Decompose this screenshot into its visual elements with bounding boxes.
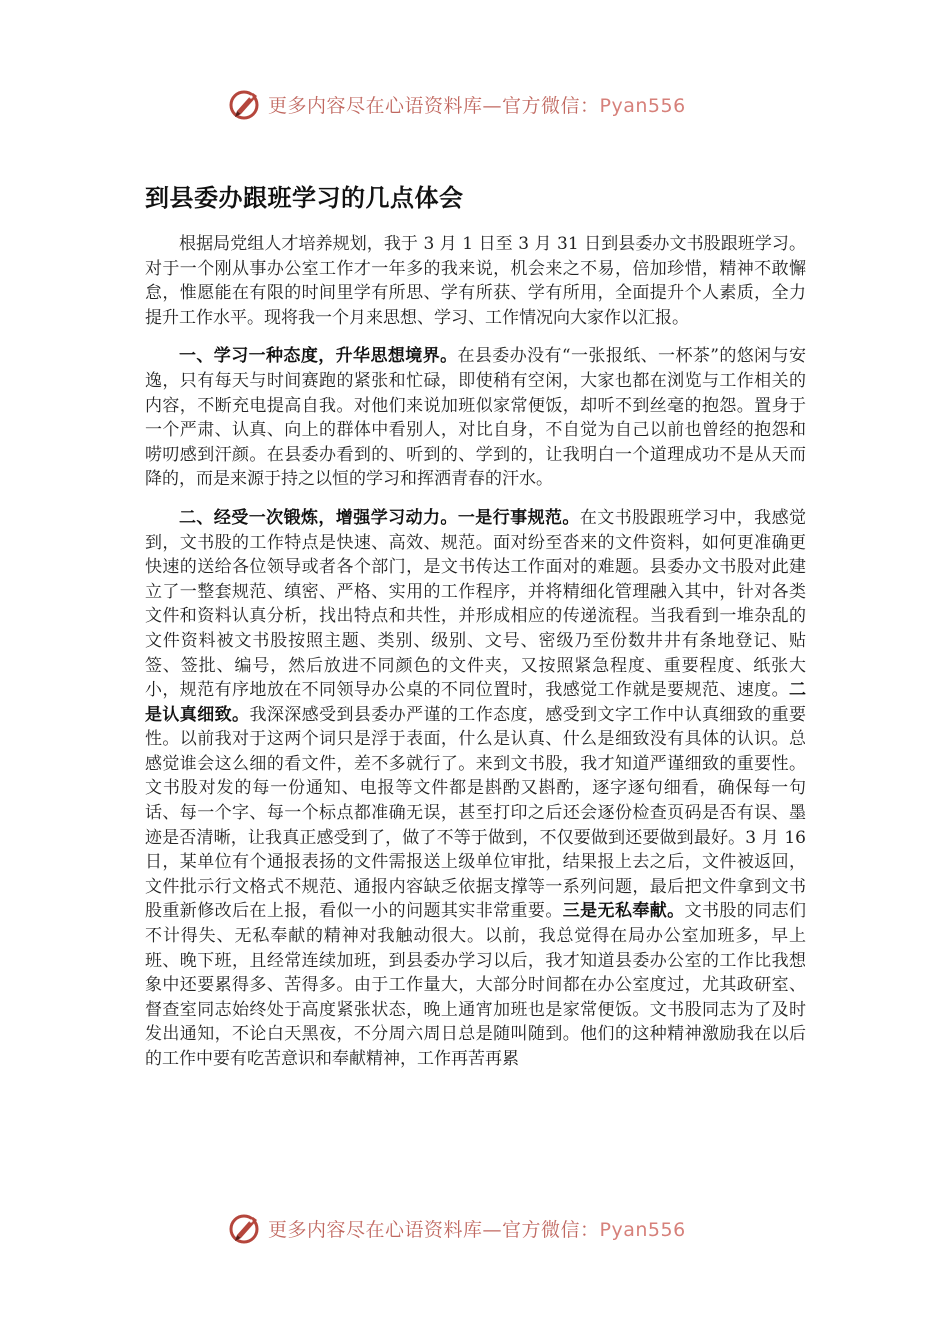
- subsection-heading: 三是无私奉献。: [562, 901, 685, 922]
- section-heading: 一、学习一种态度，升华思想境界。: [179, 346, 458, 367]
- paragraph-section-one: 一、学习一种态度，升华思想境界。在县委办没有“一张报纸、一杯茶”的悠闲与安逸，只有每天与时间赛跑的紧张和忙碌，即使稍有空闲，大家也都在浏览与工作相关的内容，不断充电提高自我。对他们来说加班似家常便饭，却听不到丝毫的抱怨。置身于一个严肃、认真、向上的群体中看别人，对比自身，不自觉为自己以前也曾经的抱怨和唠叨感到汗颜。在县委办看到的、听到的、学到的，让我明白一个道理成功不是从天而降的，而是来源于持之以恒的学习和挥洒青春的汗水。: [145, 346, 806, 490]
- section-heading: 二、经受一次锻炼，增强学习动力。一是行事规范。: [179, 507, 580, 528]
- banner-text: 更多内容尽在心语资料库—官方微信：Pyan556: [268, 1218, 686, 1241]
- banner-text: 更多内容尽在心语资料库—官方微信：Pyan556: [268, 94, 686, 117]
- banner-wechat-id: Pyan556: [599, 94, 686, 117]
- pen-circle-logo-icon: [228, 87, 262, 121]
- subsection-heading: 二是认真细致。: [145, 680, 806, 725]
- paragraph-section-two: 二、经受一次锻炼，增强学习动力。一是行事规范。在文书股跟班学习中，我感觉到，文书股的工作特点是快速、高效、规范。面对纷至沓来的文件资料，如何更准确更快速的送给各位领导或者各个部门，是文书传达工作面对的难题。县委办文书股对此建立了一整套规范、缜密、严格、实用的工作程序，并将精细化管理融入其中，针对各类文件和资料认真分析，找出特点和共性，并形成相应的传递流程。当我看到一堆杂乱的文件资料被文书股按照主题、类别、级别、文号、密级乃至份数井井有条地登记、贴签、签批、编号，然后放进不同颜色的文件夹，又按照紧急程度、重要程度、纸张大小，规范有序地放在不同领导办公桌的不同位置时，我感觉工作就是要规范、速度。二是认真细致。我深深感受到县委办严谨的工作态度，感受到文字工作中认真细致的重要性。以前我对于这两个词只是浮于表面，什么是认真、什么是细致没有具体的认识。总感觉谁会这么细的看文件，差不多就行了。来到文书股，我才知道严谨细致的重要性。文书股对发的每一份通知、电报等文件都是斟酌又斟酌，逐字逐句细看，确保每一句话、每一个字、每一个标点都准确无误，甚至打印之后还会逐份检查页码是否有误、墨迹是否清晰，让我真正感受到了，做了不等于做到，不仅要做到还要做到最好。3 月 16 日，某单位有个通报表扬的文件需报送上级单位审批，结果报上去之后，文件被返回，文件批示行文格式不规范、通报内容缺乏依据支撑等一系列问题，最后把文件拿到文书股重新修改后在上报，看似一小的问题其实非常重要。三是无私奉献。文书股的同志们不计得失、无私奉献的精神对我触动很大。以前，我总觉得在局办公室加班多，早上班、晚下班，且经常连续加班，到县委办学习以后，我才知道县委办公室的工作比我想象中还要累得多、苦得多。由于工作量大，大部分时间都在办公室度过，尤其政研室、督查室同志始终处于高度紧张状态，晚上通宵加班也是家常便饭。文书股同志为了及时发出通知，不论白天黑夜，不分周六周日总是随叫随到。他们的这种精神激励我在以后的工作中要有吃苦意识和奉献精神，工作再苦再累: [145, 507, 807, 1069]
- document-body: [145, 232, 806, 1086]
- paragraph-intro: 根据局党组人才培养规划，我于 3 月 1 日至 3 月 31 日到县委办文书股跟班学习。对于一个刚从事办公室工作才一年多的我来说，机会来之不易，倍加珍惜，精神不敢懈怠，惟愿能在有限的时间里学有所思、学有所获、学有所用，全面提升个人素质，全力提升工作水平。现将我一个月来思想、学习、工作情况向大家作以汇报。: [145, 234, 806, 328]
- document-title: 到县委办跟班学习的几点体会: [145, 184, 464, 212]
- header-watermark-banner: [228, 86, 748, 122]
- pen-circle-logo-icon: [228, 1211, 262, 1245]
- banner-wechat-id: Pyan556: [599, 1218, 686, 1241]
- footer-watermark-banner: [228, 1210, 748, 1246]
